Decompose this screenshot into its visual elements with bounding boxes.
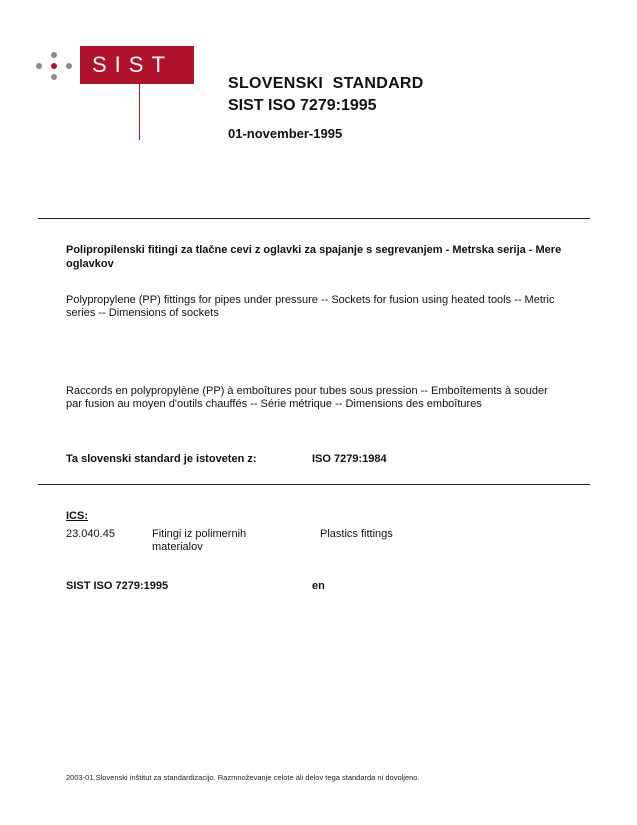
standard-date: 01-november-1995: [228, 126, 343, 141]
logo-wordmark: SIST: [80, 46, 194, 84]
bottom-divider: [38, 484, 590, 485]
copyright-footer: 2003-01.Slovenski inštitut za standardizacijo. Razmnoževanje celote ali delov tega standarda ni dovoljeno.: [66, 773, 420, 782]
logo-divider: [139, 84, 140, 140]
title-english: Polypropylene (PP) fittings for pipes under pressure -- Sockets for fusion using heated tools -- Metric series -- Dimensions of sockets: [66, 294, 555, 319]
standard-heading: SLOVENSKI STANDARD: [228, 75, 424, 92]
ics-code: 23.040.45: [66, 528, 115, 540]
logo-dots-icon: [36, 52, 72, 82]
title-slovenian: Polipropilenski fitingi za tlačne cevi z oglavki za spajanje s segrevanjem - Metrska serija - Mere oglavkov: [66, 244, 562, 270]
top-divider: [38, 218, 590, 219]
identical-value: ISO 7279:1984: [312, 453, 387, 465]
standard-code: SIST ISO 7279:1995: [228, 97, 377, 114]
ics-label: ICS:: [66, 510, 88, 522]
sist-logo: [30, 46, 173, 96]
title-french: Raccords en polypropylène (PP) à emboîtures pour tubes sous pression -- Emboîtements à souder par fusion au moyen d'outils chauffés -- Série métrique -- Dimensions des emboîtures: [66, 385, 548, 410]
document-language: en: [312, 580, 325, 592]
ics-description-slovenian: Fitingi iz polimernih materialov: [152, 528, 247, 553]
identical-label: Ta slovenski standard je istoveten z:: [66, 453, 257, 465]
document-code: SIST ISO 7279:1995: [66, 580, 169, 592]
ics-description-english: Plastics fittings: [320, 528, 393, 540]
